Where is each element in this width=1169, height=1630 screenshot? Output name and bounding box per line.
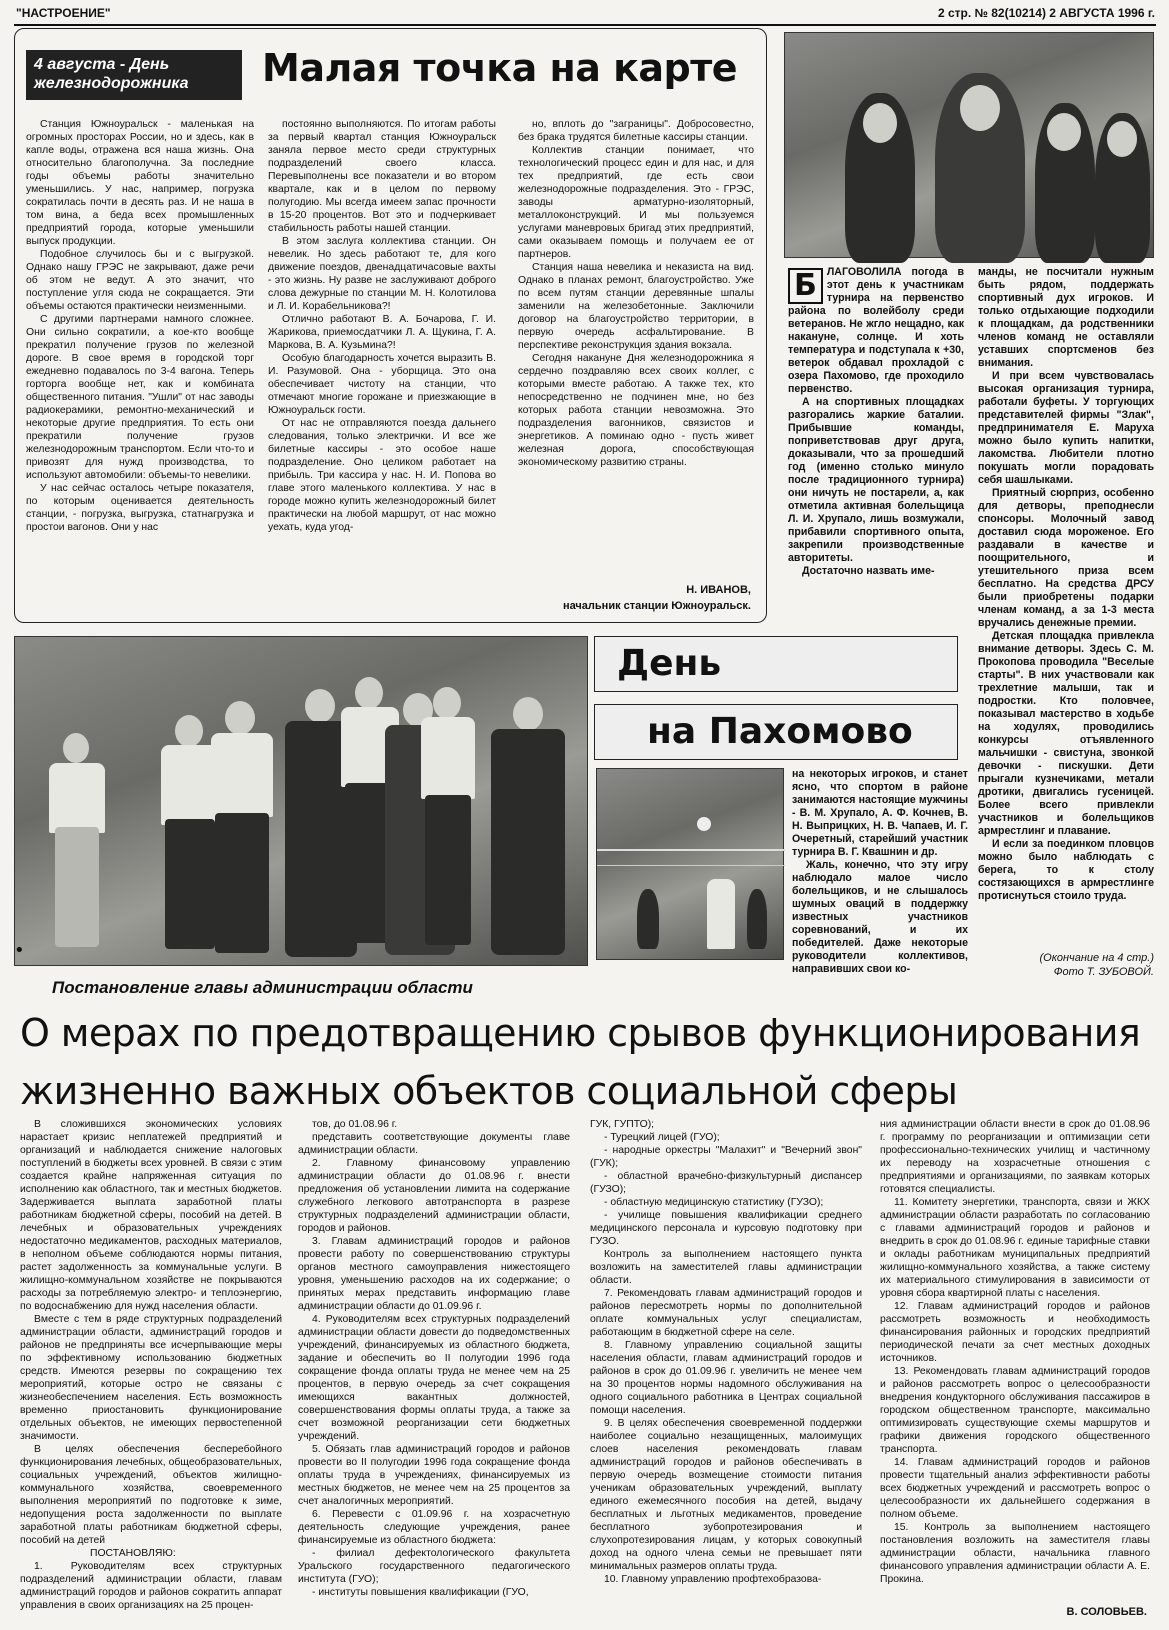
photo-credit: Фото Т. ЗУБОВОЙ. [1053, 966, 1154, 978]
rail-column-2 [268, 118, 496, 616]
paragraph: 14. Главам администраций городов и районов провести тщательный анализ эффективности работы всех бюджетных учреждений и рассмотреть вопрос о целесообразности их дальнейшего содержания в полном объеме. [880, 1457, 1150, 1520]
paragraph: - областной врачебно-физкультурный диспансер (ГУЗО); [590, 1171, 862, 1195]
paragraph: Станция Южноуральск - маленькая на огромных просторах России, но и здесь, как в капле воды, отражена вся наша жизнь. Она относительно благополучна. За последние годы объемы работы значительно уменьшились. У нас, например, погрузка сократилась почти в десять раз. И не наша в том вина, а беда всех промышленных предприятий города, которые уменьшили выпуск продукции. [26, 119, 254, 247]
sport-title-line-2: на Пахомово [594, 704, 958, 760]
rail-badge: 4 августа - День железнодорожника [26, 50, 242, 100]
paragraph: Контроль за выполнением настоящего пункта возложить на заместителей главы администрации области. [590, 1249, 862, 1286]
paragraph: У нас сейчас осталось четыре показателя, по которым оценивается деятельность станции, - погрузка, выгрузка, статнагрузка и простои вагонов. Они у нас [26, 483, 254, 533]
paragraph: 6. Перевести с 01.09.96 г. на хозрасчетную деятельность следующие учреждения, ранее финансируемые из областного бюджета: [298, 1509, 570, 1546]
paragraph: Вместе с тем в ряде структурных подразделений администрации области, администраций городов и районов не предприняты все исчерпывающие меры по эффективному использованию бюджетных средств. Имеются резервы по сокращению тех мероприятий, которые остро не связаны с жизнеобеспечением населения. Есть возможность временно приостановить функционирование отдельных объектов, не имеющих первостепенной значимости. [20, 1314, 282, 1442]
decree-column-4 [880, 1118, 1150, 1598]
rail-title: Малая точка на карте [262, 46, 738, 90]
paragraph: С другими партнерами намного сложнее. Они сильно сократили, а кое-кто вообще прекратил получение грузов по железной дороге. В свое время в городской торг ежедневно подавалось по 3-4 вагона. Теперь горторга вообще нет, как и комбината общественного питания. "Ушли" от нас заводы радиокерамики, ремонтно-механический и некоторые другие предприятия. То есть они прекратили получение грузов железнодорожным транспортом. Если что-то и привозят для нужд производства, то используют автомобили: объемы-то невелики. [26, 314, 254, 481]
paragraph: Особую благодарность хочется выразить В. И. Разумовой. Она - уборщица. Это она обеспечивает чистоту на станции, что отмечают многие горожане и приезжающие в Южноуральск гости. [268, 353, 496, 416]
group-photo [14, 636, 588, 966]
volleyball-game-photo [596, 768, 784, 960]
kicker-bullet: • [14, 940, 25, 961]
paragraph: Достаточно назвать име- [802, 565, 935, 577]
paragraph: - училище повышения квалификации среднего медицинского персонала и курсовую подготовку при ГУЗО. [590, 1210, 862, 1247]
sport-column-3 [978, 266, 1154, 902]
paragraph: Коллектив станции понимает, что технологический процесс един и для нас, и для тех предприятий, где есть свои железнодорожные подразделения. Это - ГРЭС, заводы арматурно-изоляторный, металлоконструкций. И мы пользуемся услугами маневровых бригад этих предприятий, сами оказываем помощь и получаем ее от партнеров. [518, 145, 754, 260]
dropcap: Б [788, 268, 823, 304]
rail-column-1 [26, 118, 254, 616]
paragraph: Б ЛАГОВОЛИЛА погода в этот день к участникам турнира на первенство района по волейболу среди ветеранов. Не жгло нещадно, как накануне, солнце. И хоть температура и подступала к +30, ветерок обдавал прохладой с озера Пахомово, где проходило первенство. [788, 266, 964, 395]
decree-signature: В. СОЛОВЬЕВ. [1066, 1606, 1147, 1618]
paragraph: И если за поединком пловцов можно было наблюдать с берега, то к столу состязающихся в армрестлинге протиснуться стоило труда. [978, 838, 1154, 902]
paragraph: И при всем чувствовалась высокая организация турнира, работали буфеты. У торгующих представителей фирмы "Злак", предпринимателя Е. Маруха можно было купить напитки, лакомства. Любители плотно покушать могли порадовать себя шашлыками. [978, 370, 1154, 486]
paragraph: 4. Руководителям всех структурных подразделений администрации области довести до подведомственных учреждений, финансируемых из областного бюджета, задание и обеспечить во II полугодии 1996 года сокращение фонда оплаты труда не менее чем на 25 процентов, в первую очередь за счет сокращения имеющихся вакантных должностей, совершенствования формы оплаты труда, а также за счет возможной реорганизации сети бюджетных учреждений. [298, 1314, 570, 1442]
paragraph: Подобное случилось бы и с выгрузкой. Однако нашу ГРЭС не закрывают, даже речи об этом не ведут. А это значит, что поступление угля сюда не сокращается. Эти объемы остаются практически неизменными. [26, 249, 254, 312]
paragraph: Жаль, конечно, что эту игру наблюдало малое число болельщиков, и не слышалось шумных оваций в поддержку известных участников соревнований, и их победителей. Даже некоторые руководители коллективов, направивших свои ко- [792, 859, 968, 975]
paragraph: В сложившихся экономических условиях нарастает кризис неплатежей предприятий и организаций и наблюдается снижение налоговых поступлений в бюджеты всех уровней. В связи с этим создается крайне напряженная ситуация по исполнению как областного, так и местных бюджетов. Задерживается выплата заработной платы работникам бюджетной сферы, пособий на детей. В лечебных и образовательных учреждениях недостаточно медикаментов, расходных материалов, в неполном объеме соблюдаются нормы питания, растет задолженность за коммунальные услуги. В жилищно-коммунальном хозяйстве не покрываются расходы за потребляемую электро- и теплоэнергию, по водоснабжению для нужд населения области. [20, 1119, 282, 1312]
rail-author-title: начальник станции Южноуральск. [562, 600, 751, 612]
paragraph: 11. Комитету энергетики, транспорта, связи и ЖКХ администрации области разработать по согласованию с главами администраций городов и районов и внедрить в срок до 01.08.96 г. единые тарифные ставки и оклады работникам муниципальных предприятий жилищно-коммунального хозяйства, а также систему их материального стимулирования в зависимости от уровня сбора квартирной платы с населения. [880, 1197, 1150, 1299]
paragraph: А на спортивных площадках разгорались жаркие баталии. Прибывшие команды, поприветствовав друг друга, доказывали, что за прошедший год (именно столько минуло после традиционного турнира) они ничуть не постарели, а, как отметила активная болельщица Л. И. Хрупало, лишь возмужали, прибавили спортивного опыта, закрепили производственные авторитеты. [788, 396, 964, 564]
paragraph: - Турецкий лицей (ГУО); [604, 1132, 720, 1143]
paragraph: В этом заслуга коллектива станции. Он невелик. Но здесь работают те, для кого движение поездов, двенадцатичасовые вахты - это жизнь. Ну разве не заслуживают доброго слова дежурные по станции М. Н. Колотилова и Л. И. Корабельникова?! [268, 236, 496, 312]
paragraph: 3. Главам администраций городов и районов провести работу по совершенствованию структуры органов местного самоуправления нижестоящего уровня, уменьшению расходов на их содержание; о принятых мерах представить информацию главе администрации области до 01.09.96 г. [298, 1236, 570, 1312]
masthead-section: "НАСТРОЕНИЕ" [16, 6, 111, 20]
paragraph: 1. Руководителям всех структурных подразделений администрации области, главам администраций городов и районов сократить аппарат управления в своих организациях на 25 процен- [20, 1561, 282, 1611]
paragraph: 5. Обязать глав администраций городов и районов провести во II полугодии 1996 года сокращение фонда оплаты труда в учреждениях, финансируемых из местных бюджетов, не менее чем на 25 процентов за счет аналогичных мероприятий. [298, 1444, 570, 1507]
paragraph: В целях обеспечения бесперебойного функционирования лечебных, общеобразовательных, социальных учреждений, объектов жилищно-коммунального хозяйства, своевременного выполнения мероприятий по подготовке к зиме, недопущения роста задолженности по выплате заработной платы работникам бюджетной сферы, пособий на детей [20, 1444, 282, 1546]
paragraph: - народные оркестры "Малахит" и "Вечерний звон" (ГУК); [590, 1145, 862, 1169]
decree-column-1 [20, 1118, 282, 1622]
paragraph: 13. Рекомендовать главам администраций городов и районов рассмотреть вопрос о целесообразности внедрения кондукторного обслуживания пассажиров в городском общественном транспорте, максимально оптимизировать существующие схемы маршрутов и графики движения городского общественного транспорта. [880, 1366, 1150, 1455]
paragraph: Приятный сюрприз, особенно для детворы, преподнесли спонсоры. Молочный завод доставил сюда мороженое. Его раздавали в качестве и поощрительного, и утешительного приза всем бесплатно. На средства ДРСУ были приобретены подарки членам команд, а за 1-3 места вручались денежные премии. [978, 487, 1154, 629]
paragraph: ния администрации области внести в срок до 01.08.96 г. программу по реорганизации и оптимизации сети профессионально-технических училищ и частичному их переводу на хозрасчетные отношения с предприятиями и организациями, по заявкам которых готовятся специалисты. [880, 1119, 1150, 1195]
paragraph: 2. Главному финансовому управлению администрации области до 01.08.96 г. внести предложения об установлении лимита на содержание служебного легкового автотранспорта в разрезе структурных подразделений администрации области, городов и районов. [298, 1158, 570, 1234]
paragraph: тов, до 01.08.96 г. [312, 1119, 398, 1130]
rail-author: Н. ИВАНОВ, [686, 584, 751, 596]
paragraph: постоянно выполняются. По итогам работы за первый квартал станция Южноуральск заняла первое место среди структурных подразделений своего класса. Перевыполнены все показатели и во втором квартале, как и в целом по первому полугодию. Мы всегда имеем запас прочности в 15-20 процентов. Вот это и подчеркивает стабильность работы нашей станции. [268, 119, 496, 234]
sport-column-1 [788, 266, 964, 616]
paragraph: Сегодня накануне Дня железнодорожника я сердечно поздравляю всех своих коллег, с которыми вместе работаю. А также тех, кто непосредственно не подчинен мне, но без которых работа станции невозможна. Это подразделения вагонников, связистов и энергетиков. А поминаю одно - пусть живет железная дорога, способствующая экономическому развитию страны. [518, 353, 754, 468]
paragraph: но, вплоть до "заграницы". Добросовестно, без брака трудятся билетные кассиры станции. [518, 119, 754, 143]
paragraph: Станция наша невелика и неказиста на вид. Однако в планах ремонт, благоустройство. Уже по всем путям станции деревянные шпалы заменили на железобетонные. Заключили договор на благоустройство территории, в первую очередь асфальтирование. В перспективе реконструкция здания вокзала. [518, 262, 754, 351]
paragraph: 10. Главному управлению профтехобразова- [604, 1574, 822, 1585]
decree-column-2 [298, 1118, 570, 1622]
paragraph: - областную медицинскую статистику (ГУЗО); [604, 1197, 824, 1208]
decree-kicker: Постановление главы администрации области [52, 978, 473, 997]
paragraph: 8. Главному управлению социальной защиты населения области, главам администраций городов и районов в срок до 01.09.96 г. увеличить не менее чем на 30 процентов нормы надомного обслуживания на одного социального работника в Центрах социальной помощи населения. [590, 1340, 862, 1416]
masthead-rule [14, 24, 1156, 26]
decree-title-line-2: жизненно важных объектов социальной сферы [20, 1069, 958, 1113]
paragraph: - институты повышения квалификации (ГУО, [312, 1587, 529, 1598]
decree-column-3 [590, 1118, 862, 1622]
paragraph: 7. Рекомендовать главам администраций городов и районов пересмотреть нормы по дополнительной оплате коммунальных услуг специалистам, работающим в бюджетной сфере на селе. [590, 1288, 862, 1338]
decree-title-line-1: О мерах по предотвращению срывов функционирования [20, 1011, 1141, 1055]
sport-title-line-1: День [594, 636, 958, 692]
paragraph: От нас не отправляются поезда дальнего следования, только электрички. И все же билетные кассиры - это особое наше подразделение. Оно целиком работает на прибыль. Три кассира у нас. Н. И. Попова во главе этого маленького коллектива. У нас в городе можно купить железнодорожный билет практически на любой маршрут, от нас можно уехать, куда угод- [268, 418, 496, 533]
paragraph: представить соответствующие документы главе администрации области. [298, 1132, 570, 1156]
paragraph: ПОСТАНОВЛЯЮ: [90, 1548, 176, 1559]
paragraph: 9. В целях обеспечения своевременной поддержки наиболее социально незащищенных, малоимущих слоев населения рекомендовать главам администраций городов и районов обеспечивать в первую очередь возмещение стоимости питания ученикам образовательных учреждений, выплату единого ежемесячного пособия на детей, выдачу бесплатных и льготных медикаментов, проведение бесплатного зубопротезирования и слухопротезирования лицам, у которых совокупный доход на одного члена семьи не превышает пяти минимальных размеров оплаты труда. [590, 1418, 862, 1572]
paragraph: - филиал дефектологического факультета Уральского государственного педагогического института (ГУО); [298, 1548, 570, 1585]
sport-column-2 [792, 768, 968, 976]
sport-continued: (Окончание на 4 стр.) [1039, 952, 1154, 964]
paragraph: Отлично работают В. А. Бочарова, Г. И. Жарикова, приемосдатчики Л. А. Щукина, Г. А. Маркова, В. А. Кузьмина?! [268, 314, 496, 351]
paragraph: 12. Главам администраций городов и районов рассмотреть возможность и необходимость финансирования районных и городских предприятий периодической печати за счет местных доходных источников. [880, 1301, 1150, 1364]
paragraph: на некоторых игроков, и станет ясно, что спортом в районе занимаются настоящие мужчины - В. М. Хрупало, А. Ф. Кочнев, В. Н. Выприцких, Н. В. Чапаев, И. Г. Очеретный, старейший участник турнира В. Г. Квашнин и др. [792, 768, 968, 858]
paragraph: ГУК, ГУПТО); [590, 1119, 655, 1130]
masthead-issue: 2 стр. № 82(10214) 2 АВГУСТА 1996 г. [937, 6, 1155, 20]
paragraph: 15. Контроль за выполнением настоящего постановления возложить на заместителя главы администрации области, начальника главного финансового управления администрации области А. Е. Прокина. [880, 1522, 1150, 1585]
paragraph: манды, не посчитали нужным быть рядом, поддержать спортивный дух игроков. И только отдыхающие подходили к площадкам, да родственники членов команд не оставляли уставших спортсменов без внимания. [978, 266, 1154, 369]
rail-column-3 [518, 118, 754, 570]
volleyball-spectators-photo [784, 32, 1154, 258]
paragraph: Детская площадка привлекла внимание детворы. Здесь С. М. Прокопова проводила "Веселые старты". В них участвовали как трехлетние малыши, так и подростки. Кто половчее, показывал мастерство в ходьбе на ходулях, проводились конкурсы отъявленного мальчишки - свистуна, звонкой девочки - пискушки. Дети прыгали кузнечиками, метали дротики, двигались гусеницей. Более всего привлекли участников и болельщиков армрестлинг и плавание. [978, 630, 1154, 837]
